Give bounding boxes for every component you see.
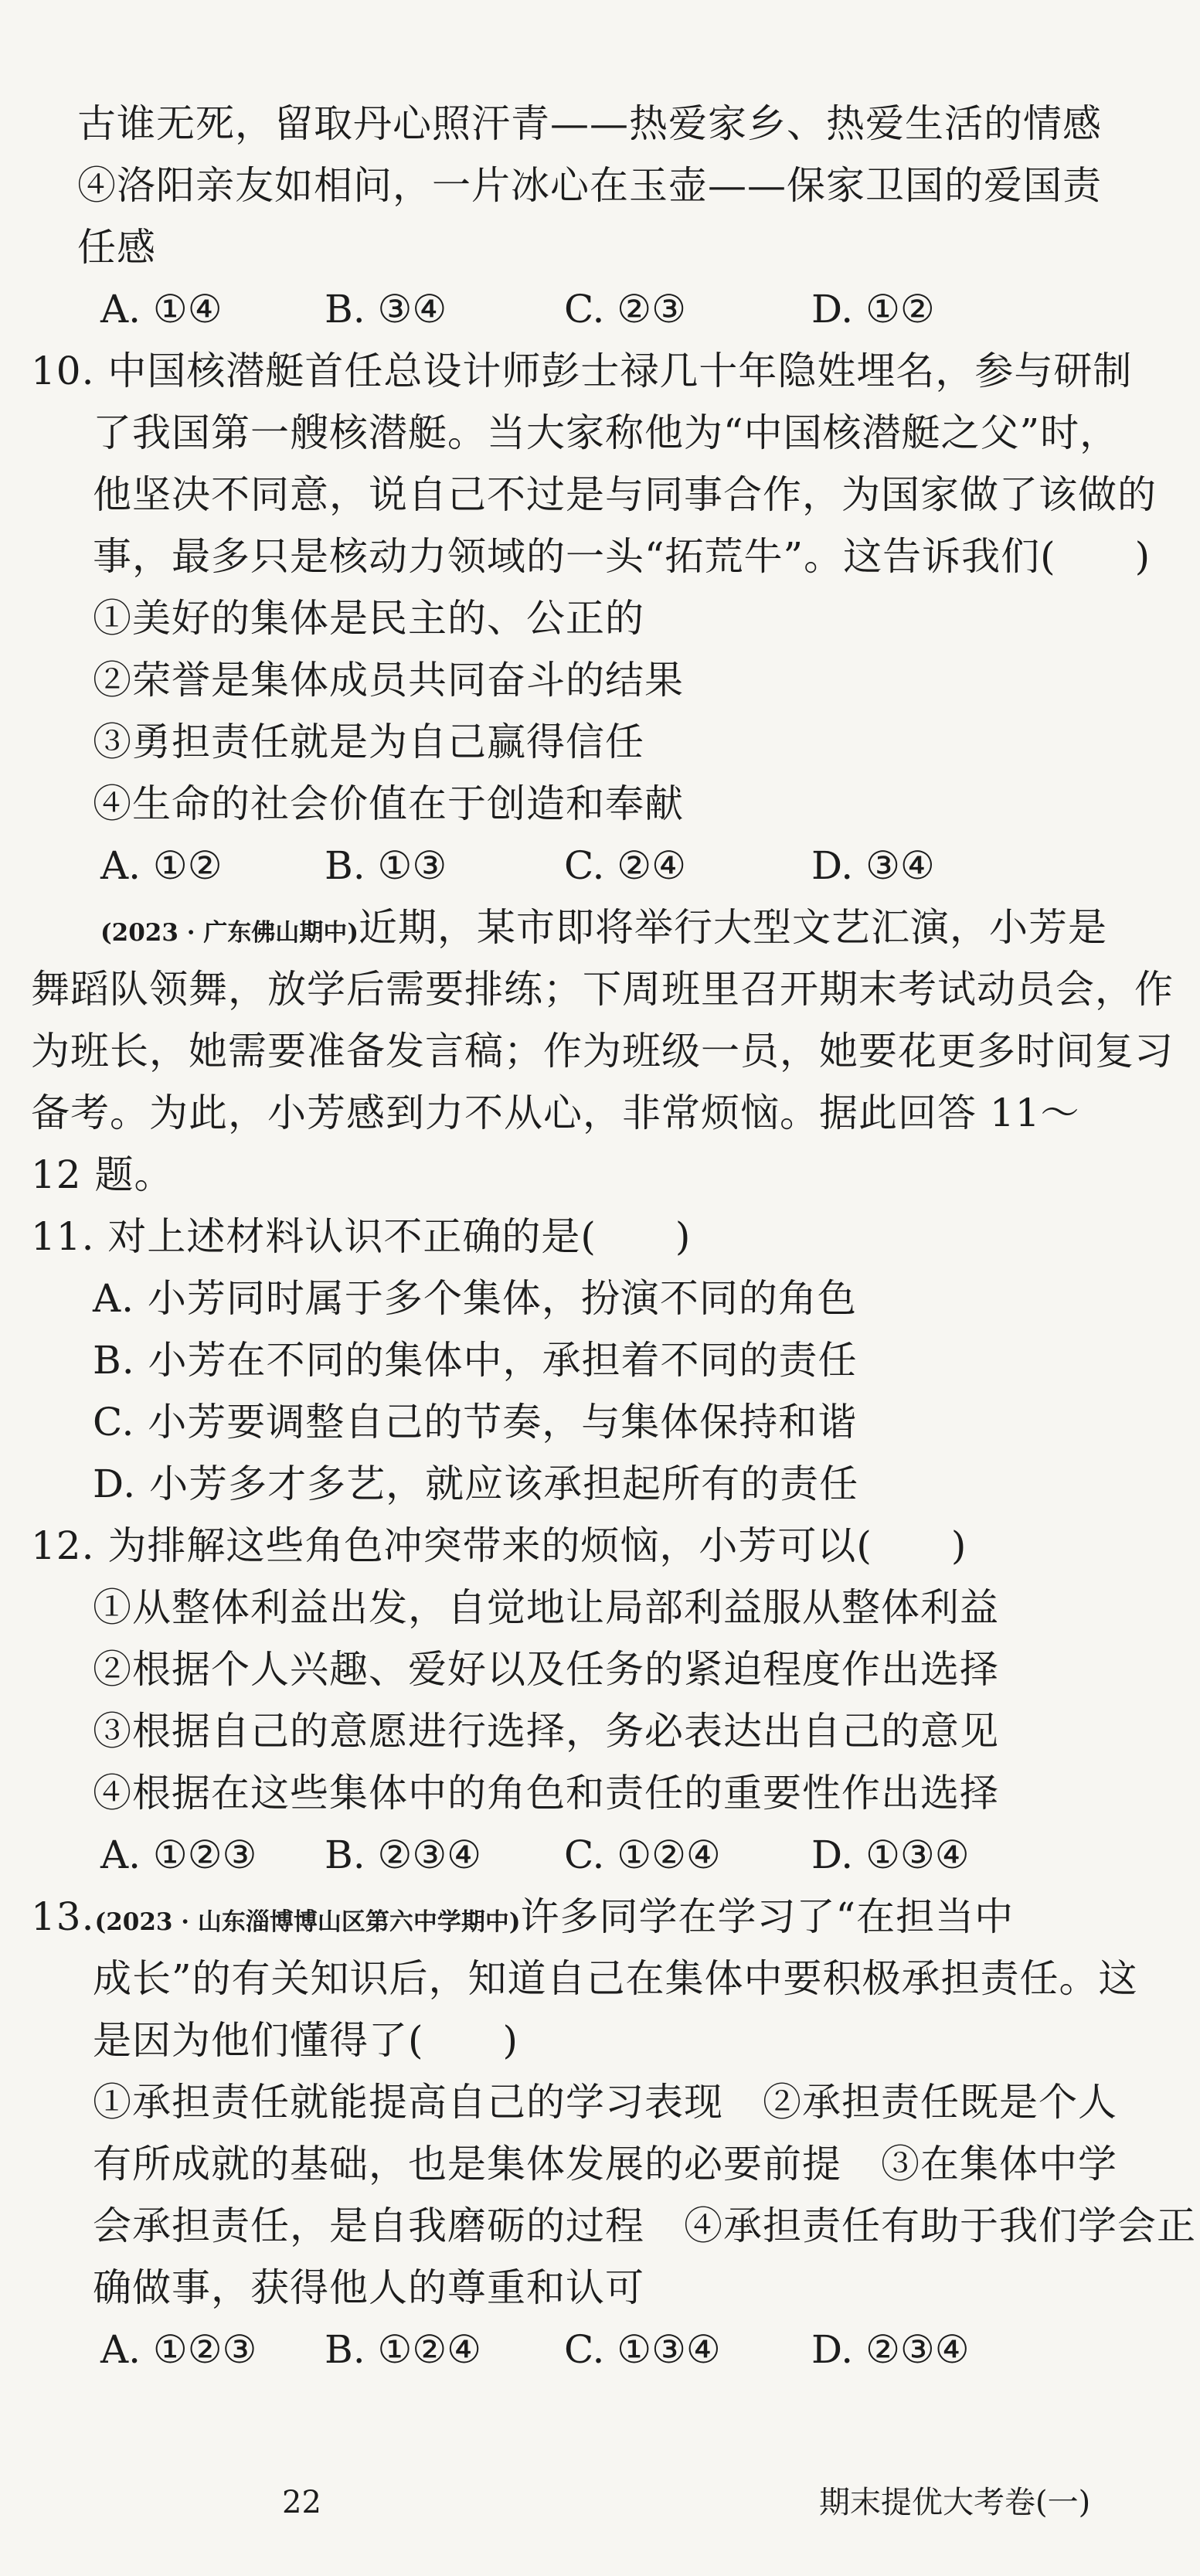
option-c: C. ①②④ — [564, 1832, 721, 1877]
material-text: 近期，某市即将举行大型文艺汇演，小芳是 — [359, 905, 1107, 950]
option-a: A. ①② — [100, 843, 223, 888]
q10-options — [100, 841, 1105, 890]
q13-number: 13. — [31, 1894, 95, 1939]
material-line: 备考。为此，小芳感到力不从心，非常烦恼。据此回答 11～ — [31, 1091, 1080, 1135]
q12-stem: 12. 为排解这些角色冲突带来的烦恼，小芳可以( ) — [31, 1523, 967, 1568]
material-line: 舞蹈队领舞，放学后需要排练；下周班里召开期末考试动员会，作 — [31, 967, 1174, 1012]
option-b: B. ①③ — [325, 843, 447, 888]
q9-options — [100, 284, 1105, 334]
q11-option: D. 小芳多才多艺，就应该承担起所有的责任 — [93, 1462, 859, 1506]
q12-item: ①从整体利益出发，自觉地让局部利益服从整体利益 — [93, 1585, 999, 1630]
q10-stem-line: 了我国第一艘核潜艇。当大家称他为“中国核潜艇之父”时， — [93, 410, 1120, 455]
book-title: 期末提优大考卷(一) — [819, 2485, 1091, 2520]
q13-item-line: 会承担责任，是自我磨砺的过程 ④承担责任有助于我们学会正 — [93, 2203, 1196, 2248]
q13-options — [100, 2325, 1105, 2374]
q9-text-line: ④洛阳亲友如相问，一片冰心在玉壶——保家卫国的爱国责 — [77, 163, 1102, 208]
option-a: A. ①④ — [100, 287, 223, 332]
q13-stem-line: 成长”的有关知识后，知道自己在集体中要积极承担责任。这 — [93, 1956, 1138, 2001]
material-line: 为班长，她需要准备发言稿；作为班级一员，她要花更多时间复习 — [31, 1029, 1174, 1074]
q13-text: 许多同学在学习了“在担当中 — [520, 1894, 1015, 1939]
q11-option: C. 小芳要调整自己的节奏，与集体保持和谐 — [93, 1400, 858, 1445]
option-d: D. ①② — [811, 287, 935, 332]
q10-stem-line: 事，最多只是核动力领域的一头“拓荒牛”。这告诉我们( ) — [93, 534, 1151, 579]
q9-text-line: 任感 — [77, 225, 156, 270]
q11-stem: 11. 对上述材料认识不正确的是( ) — [31, 1214, 692, 1259]
q13-stem-line: 是因为他们懂得了( ) — [93, 2018, 519, 2063]
q9-text-line: 古谁无死，留取丹心照汗青——热爱家乡、热爱生活的情感 — [77, 101, 1102, 146]
q10-item: ②荣誉是集体成员共同奋斗的结果 — [93, 658, 684, 703]
q12-item: ②根据个人兴趣、爱好以及任务的紧迫程度作出选择 — [93, 1647, 999, 1692]
option-b: B. ③④ — [325, 287, 447, 332]
q10-item: ③勇担责任就是为自己赢得信任 — [93, 720, 644, 764]
q13-item-line: ①承担责任就能提高自己的学习表现 ②承担责任既是个人 — [93, 2080, 1117, 2125]
q12-options — [100, 1830, 1105, 1880]
q13-source-tag: (2023 · 山东淄博博山区第六中学期中) — [94, 1908, 521, 1936]
q10-item: ④生命的社会价值在于创造和奉献 — [93, 781, 684, 826]
q13-first-line — [31, 1892, 1014, 1947]
material-first-line — [100, 903, 1107, 958]
option-a: A. ①②③ — [100, 1832, 257, 1877]
q11-option: B. 小芳在不同的集体中，承担着不同的责任 — [93, 1338, 858, 1383]
q13-item-line: 有所成就的基础，也是集体发展的必要前提 ③在集体中学 — [93, 2142, 1117, 2186]
option-d: D. ③④ — [811, 843, 935, 888]
q12-item: ③根据自己的意愿进行选择，务必表达出自己的意见 — [93, 1709, 999, 1754]
material-line: 12 题。 — [31, 1152, 174, 1197]
q10-stem-line: 他坚决不同意，说自己不过是与同事合作，为国家做了该做的 — [93, 472, 1157, 517]
option-c: C. ②③ — [564, 287, 686, 332]
option-b: B. ①②④ — [325, 2327, 482, 2372]
q13-item-line: 确做事，获得他人的尊重和认可 — [93, 2265, 644, 2310]
option-c: C. ②④ — [564, 843, 686, 888]
q12-item: ④根据在这些集体中的角色和责任的重要性作出选择 — [93, 1771, 999, 1815]
option-c: C. ①③④ — [564, 2327, 721, 2372]
option-d: D. ②③④ — [811, 2327, 970, 2372]
material-source-tag: (2023 · 广东佛山期中) — [100, 919, 359, 947]
option-b: B. ②③④ — [325, 1832, 482, 1877]
q10-item: ①美好的集体是民主的、公正的 — [93, 596, 644, 641]
page-number: 22 — [282, 2485, 321, 2520]
option-d: D. ①③④ — [811, 1832, 970, 1877]
q11-option: A. 小芳同时属于多个集体，扮演不同的角色 — [93, 1276, 857, 1321]
option-a: A. ①②③ — [100, 2327, 257, 2372]
q10-stem-line: 10. 中国核潜艇首任总设计师彭士禄几十年隐姓埋名，参与研制 — [31, 349, 1133, 393]
